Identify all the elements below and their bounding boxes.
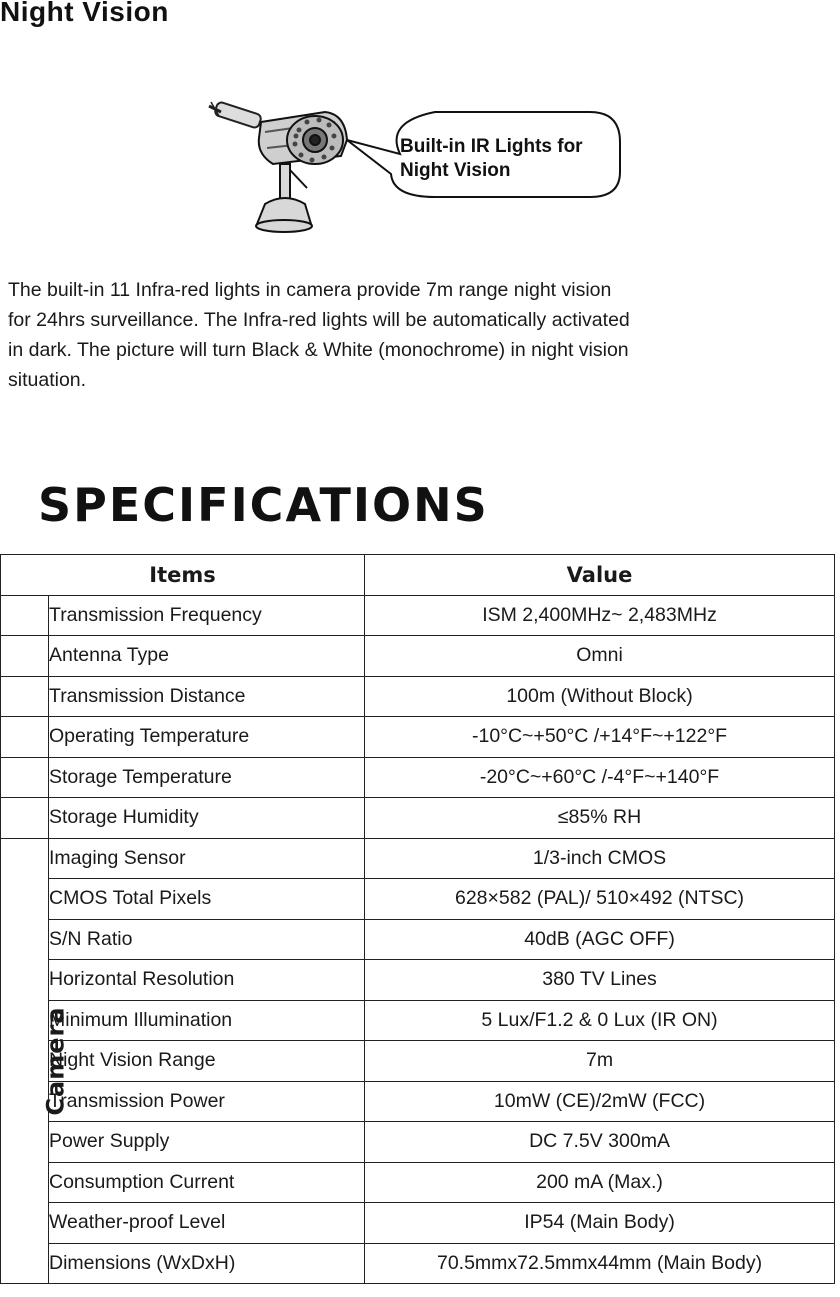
table-row (1, 960, 835, 1001)
spec-item: Operating Temperature (49, 717, 365, 758)
specifications-heading: SPECIFICATIONS (38, 478, 489, 532)
spec-item: Imaging Sensor (49, 838, 365, 879)
table-row (1, 757, 835, 798)
intro-paragraph (8, 275, 840, 395)
intro-line: situation. (8, 369, 87, 391)
table-row (1, 838, 835, 879)
spec-item: Transmission Frequency (49, 595, 365, 636)
spec-value: 628×582 (PAL)/ 510×492 (NTSC) (365, 879, 835, 920)
table-row (1, 676, 835, 717)
spec-item: Horizontal Resolution (49, 960, 365, 1001)
specifications-table (0, 554, 835, 1284)
spec-value: 1/3-inch CMOS (365, 838, 835, 879)
spec-value: -20°C~+60°C /-4°F~+140°F (365, 757, 835, 798)
table-row (1, 1243, 835, 1284)
spec-value: 5 Lux/F1.2 & 0 Lux (IR ON) (365, 1000, 835, 1041)
camera-group-cell (1, 838, 70, 1284)
spec-item: Night Vision Range (49, 1041, 365, 1082)
spec-item: Storage Temperature (49, 757, 365, 798)
intro-line: for 24hrs surveillance. The Infra-red lights will be automatically activated (8, 309, 630, 331)
callout-line-2: Night Vision (400, 160, 511, 181)
spec-item: Transmission Power (49, 1081, 365, 1122)
spec-value: -10°C~+50°C /+14°F~+122°F (365, 717, 835, 758)
table-row (1, 636, 835, 677)
spec-item: Power Supply (49, 1122, 365, 1163)
spec-item: Consumption Current (49, 1162, 365, 1203)
callout-text (400, 135, 583, 183)
table-row (1, 1081, 835, 1122)
spec-item: S/N Ratio (49, 919, 365, 960)
page-title: Night Vision (0, 0, 169, 27)
table-row (1, 717, 835, 758)
table-row (1, 595, 835, 636)
spec-value: 7m (365, 1041, 835, 1082)
table-row (1, 1000, 835, 1041)
spec-value: DC 7.5V 300mA (365, 1122, 835, 1163)
items-header: Items (1, 555, 365, 596)
table-row (1, 1162, 835, 1203)
spec-item: Storage Humidity (49, 798, 365, 839)
table-row (1, 1203, 835, 1244)
spec-value: 40dB (AGC OFF) (365, 919, 835, 960)
spec-value: 70.5mmx72.5mmx44mm (Main Body) (365, 1243, 835, 1284)
spec-value: 200 mA (Max.) (365, 1162, 835, 1203)
table-row (1, 798, 835, 839)
table-row (1, 1041, 835, 1082)
camera-illustration (195, 92, 655, 242)
spec-value: ≤85% RH (365, 798, 835, 839)
spec-item: Minimum Illumination (49, 1000, 365, 1041)
spec-item: Dimensions (WxDxH) (49, 1243, 365, 1284)
intro-line: in dark. The picture will turn Black & White (monochrome) in night vision (8, 339, 629, 361)
table-row (1, 879, 835, 920)
spec-value: 380 TV Lines (365, 960, 835, 1001)
table-row (1, 1122, 835, 1163)
spec-value: Omni (365, 636, 835, 677)
spec-value: ISM 2,400MHz~ 2,483MHz (365, 595, 835, 636)
spec-value: 100m (Without Block) (365, 676, 835, 717)
spec-item: Transmission Distance (49, 676, 365, 717)
table-row (1, 919, 835, 960)
table-header-row (1, 555, 835, 596)
callout-line-1: Built-in IR Lights for (400, 136, 583, 157)
intro-line: The built-in 11 Infra-red lights in camera provide 7m range night vision (8, 279, 612, 301)
spec-item: Antenna Type (49, 636, 365, 677)
camera-group-label: Camera (41, 1006, 70, 1116)
spec-value: 10mW (CE)/2mW (FCC) (365, 1081, 835, 1122)
spec-item: CMOS Total Pixels (49, 879, 365, 920)
spec-value: IP54 (Main Body) (365, 1203, 835, 1244)
spec-item: Weather-proof Level (49, 1203, 365, 1244)
value-header: Value (365, 555, 835, 596)
